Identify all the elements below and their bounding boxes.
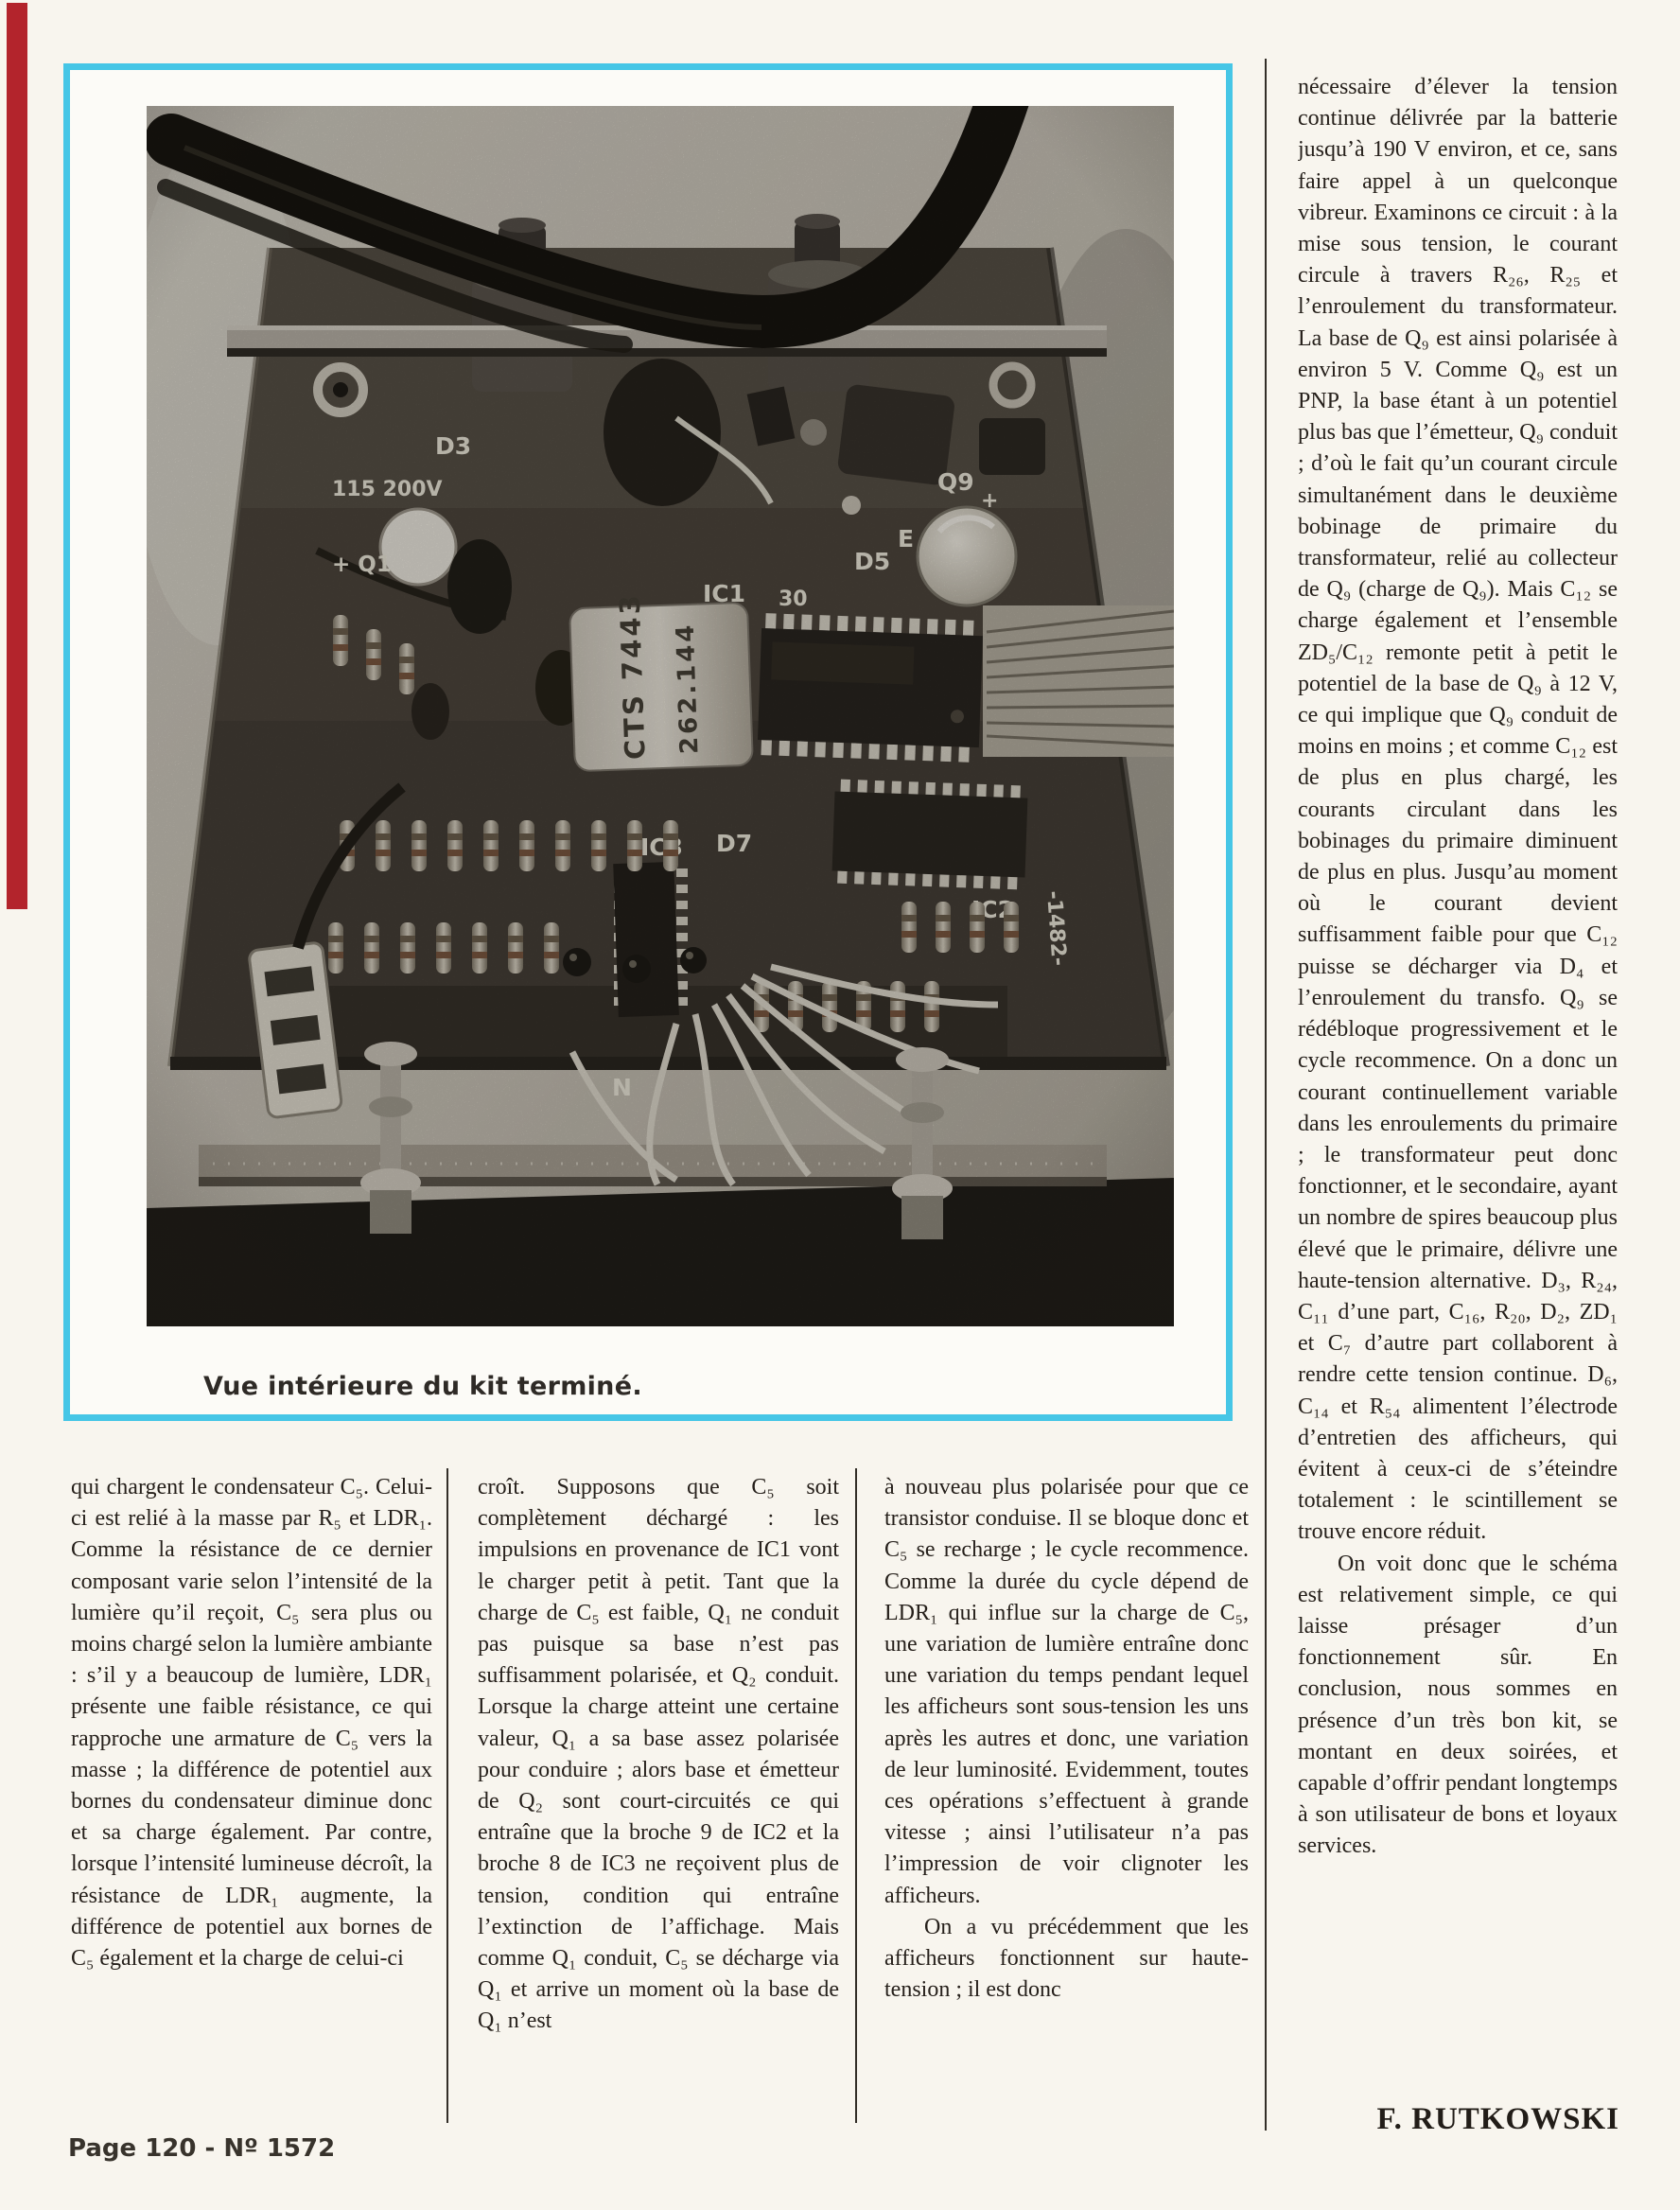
- page-edge-red-bar: [7, 3, 27, 909]
- column-divider-1: [446, 1468, 448, 2123]
- paragraph-col4-1: nécessaire d’élever la tension continue délivrée par la batterie jusqu’à 190 V environ, et ce, sans faire appel à un quelconque vibreur. Examinons ce circuit : à la mise sous tension, le courant circule à travers R₂₆, R₂₅ et l’enroulement du transformateur. La base de Q₉ est ainsi polarisée à environ 5 V. Comme Q₉ est un PNP, la base étant à un potentiel plus bas que l’émetteur, Q₉ conduit ; d’où le fait qu’un courant circule simultanément dans le deuxième bobinage de primaire du transformateur, relié au collecteur de Q₉ (charge de Q₉). Mais C₁₂ se charge également et l’ensemble ZD₅/C₁₂ remonte petit à petit le potentiel de la base de Q₉ à 12 V, ce qui implique que Q₉ conduit de moins en moins ; et comme C₁₂ est de plus en plus chargé, les courants circulant dans les bobinages du primaire diminuent de plus en plus. Jusqu’au moment où le courant devient suffisamment faible pour que C₁₂ puisse se décharger via D₄ et l’enroulement du transfo. Q₉ se rédébloque progressivement et le cycle recommence. On a donc un courant continuellement variable dans les enroulements du primaire ; le transformateur peut donc fonctionner, et le secondaire, ayant un nombre de spires beaucoup plus élevé que le primaire, délivre une haute-tension alternative. D₃, R₂₄, C₁₁ d’une part, C₁₆, R₂₀, D₂, ZD₁ et C₇ d’autre part collaborent à rendre cette tension continue. D₆, C₁₄ et R₅₄ alimentent l’électrode d’entretien des afficheurs, qui évitent à ceux-ci de s’éteindre totalement : le scintillement se trouve encore réduit.: [1298, 75, 1618, 1545]
- kit-photo: [147, 106, 1174, 1326]
- photo-caption: Vue intérieure du kit terminé.: [203, 1372, 642, 1401]
- text-column-3: [884, 1472, 1249, 2134]
- column-divider-2: [855, 1468, 857, 2123]
- text-column-2: [478, 1472, 839, 2134]
- paragraph-col4-2: On voit donc que le schéma est relativement simple, ce qui laisse présager d’un fonctionnement sûr. En conclusion, nous sommes en présence d’un très bon kit, se montant en deux soirées, et capable d’offrir pendant longtemps à son utilisateur de bons et loyaux services.: [1298, 1551, 1618, 1859]
- paragraph-col2: croît. Supposons que C₅ soit complètement déchargé : les impulsions en provenance de IC1 vont le charger petit à petit. Tant que la charge de C₅ est faible, Q₁ ne conduit pas puisque sa base n’est pas suffisamment polarisée, et Q₂ conduit. Lorsque la charge atteint une certaine valeur, Q₁ a sa base assez polarisée pour conduire ; alors base et émetteur de Q₂ sont court-circuités ce qui entraîne que la broche 9 de IC2 et la broche 8 de IC3 ne reçoivent plus de tension, condition qui entraîne l’extinction de l’affichage. Mais comme Q₁ conduit, C₅ se décharge via Q₁ et arrive un moment où la base de Q₁ n’est: [478, 1475, 839, 2034]
- photo-frame: [63, 63, 1233, 1421]
- page-number: Page 120 - Nº 1572: [68, 2134, 336, 2163]
- paragraph-col1: qui chargent le condensateur C₅. Celui-ci est relié à la masse par R₅ et LDR₁. Comme la résistance de ce dernier composant varie selon l’intensité de la lumière qu’il reçoit, C₅ sera plus ou moins chargé selon la lumière ambiante : s’il y a beaucoup de lumière, LDR₁ présente une faible résistance, ce qui rapproche une armature de C₅ vers la masse ; la différence de potentiel aux bornes du condensateur diminue donc et sa charge également. Par contre, lorsque l’intensité lumineuse décroît, la résistance de LDR₁ augmente, la différence de potentiel aux bornes de C₅ également et la charge de celui-ci: [71, 1475, 432, 1972]
- paragraph-col3-1: à nouveau plus polarisée pour que ce transistor conduise. Il se bloque donc et C₅ se recharge ; le cycle recommence. Comme la durée du cycle dépend de LDR₁ qui influe sur la charge de C₅, une variation de lumière entraîne donc une variation du temps pendant lequel les afficheurs sont sous-tension les uns après les autres et donc, une variation de leur luminosité. Evidemment, toutes ces opérations s’effectuent à grande vitesse ; ainsi l’utilisateur n’a pas l’impression de voir clignoter les afficheurs.: [884, 1475, 1249, 1908]
- author-signature: F. RUTKOWSKI: [1376, 2102, 1619, 2136]
- text-column-1: [71, 1472, 432, 2134]
- photo-vignette: [147, 106, 1174, 1326]
- text-column-4: [1298, 72, 1618, 2032]
- kit-photo-illustration: [147, 106, 1174, 1326]
- paragraph-col3-2: On a vu précédemment que les afficheurs fonctionnent sur haute-tension ; il est donc: [884, 1914, 1249, 2003]
- column-divider-3: [1265, 59, 1267, 2131]
